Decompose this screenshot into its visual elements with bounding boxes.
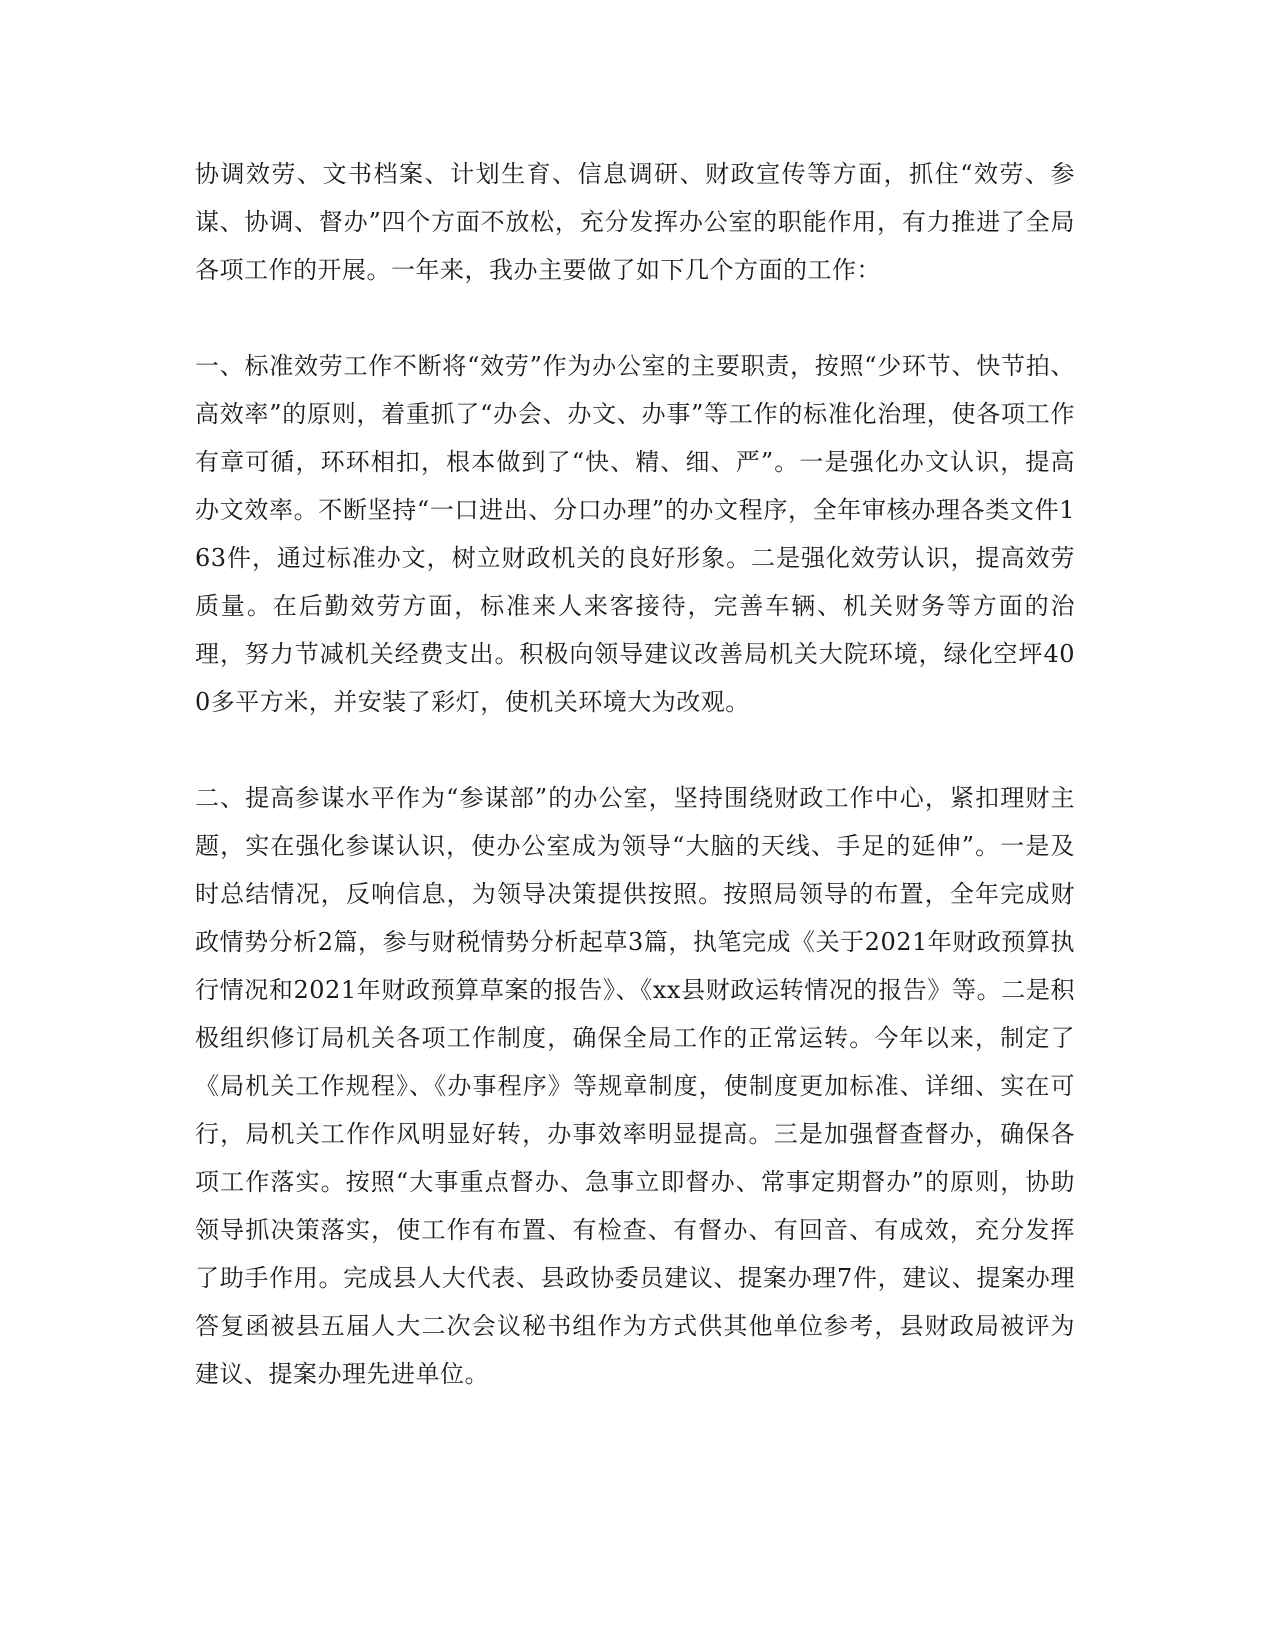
paragraph-section-one: 一、标准效劳工作不断将“效劳”作为办公室的主要职责，按照“少环节、快节拍、高效率”的原则，着重抓了“办会、办文、办事”等工作的标准化治理，使各项工作有章可循，环环相扣，根本做到了“快、精、细、严”。一是强化办文认识，提高办文效率。不断坚持“一口进出、分口办理”的办文程序，全年审核办理各类文件163件，通过标准办文，树立财政机关的良好形象。二是强化效劳认识，提高效劳质量。在后勤效劳方面，标准来人来客接待，完善车辆、机关财务等方面的治理，努力节减机关经费支出。积极向领导建议改善局机关大院环境，绿化空坪400多平方米，并安装了彩灯，使机关环境大为改观。 <box>195 352 1075 716</box>
paragraph-section-two: 二、提高参谋水平作为“参谋部”的办公室，坚持围绕财政工作中心，紧扣理财主题，实在强化参谋认识，使办公室成为领导“大脑的天线、手足的延伸”。一是及时总结情况，反响信息，为领导决策提供按照。按照局领导的布置，全年完成财政情势分析2篇，参与财税情势分析起草3篇，执笔完成《关于2021年财政预算执行情况和2021年财政预算草案的报告》、《xx县财政运转情况的报告》等。二是积极组织修订局机关各项工作制度，确保全局工作的正常运转。今年以来，制定了《局机关工作规程》、《办事程序》等规章制度，使制度更加标准、详细、实在可行，局机关工作作风明显好转，办事效率明显提高。三是加强督查督办，确保各项工作落实。按照“大事重点督办、急事立即督办、常事定期督办”的原则，协助领导抓决策落实，使工作有布置、有检查、有督办、有回音、有成效，充分发挥了助手作用。完成县人大代表、县政协委员建议、提案办理7件，建议、提案办理答复函被县五届人大二次会议秘书组作为方式供其他单位参考，县财政局被评为建议、提案办理先进单位。 <box>195 784 1075 1388</box>
paragraph-intro: 协调效劳、文书档案、计划生育、信息调研、财政宣传等方面，抓住“效劳、参谋、协调、督办”四个方面不放松，充分发挥办公室的职能作用，有力推进了全局各项工作的开展。一年来，我办主要做了如下几个方面的工作： <box>195 160 1075 284</box>
document-body <box>195 150 1075 1398</box>
